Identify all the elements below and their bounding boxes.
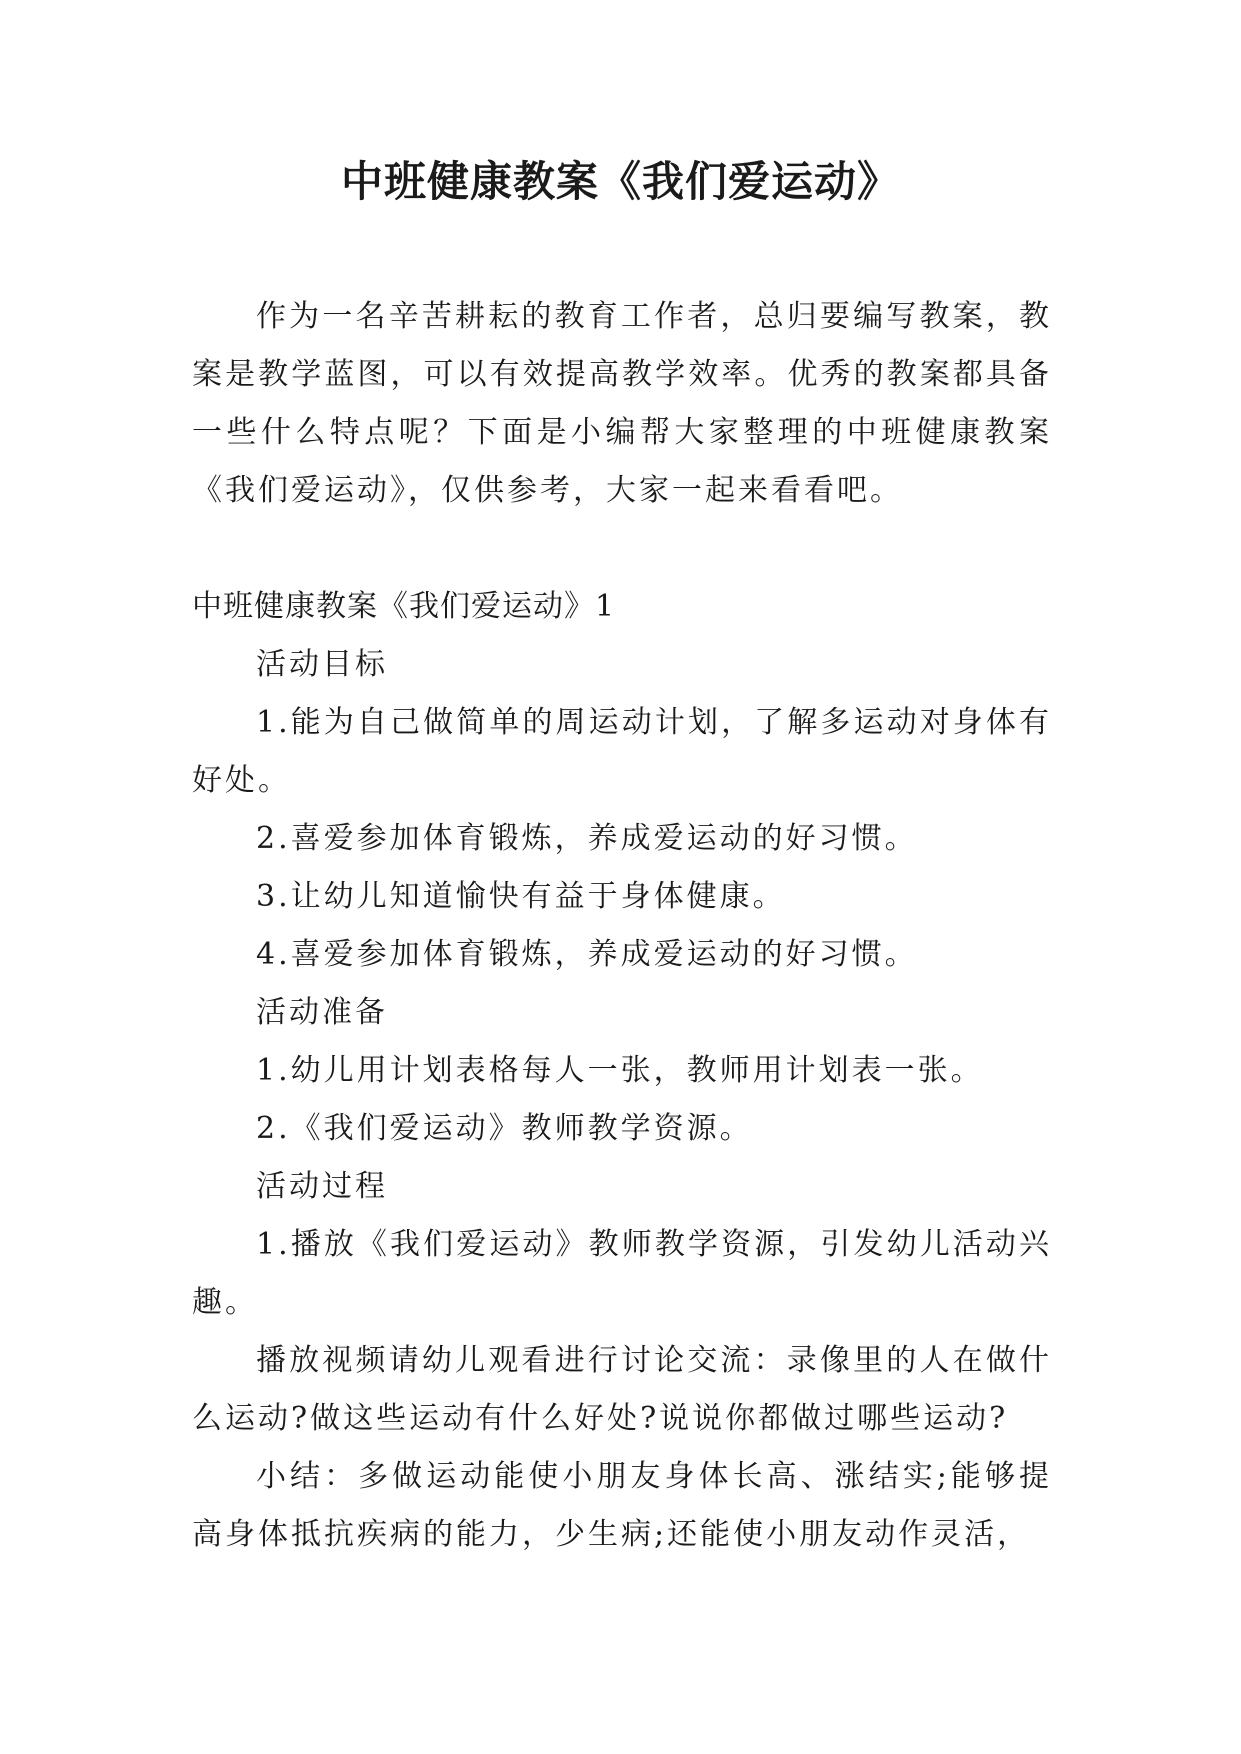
goal-item: 1.能为自己做简单的周运动计划，了解多运动对身体有好处。: [192, 705, 1052, 798]
goal-item: 3.让幼儿知道愉快有益于身体健康。: [256, 879, 786, 914]
process-item: 1.播放《我们爱运动》教师教学资源，引发幼儿活动兴趣。: [192, 1227, 1052, 1320]
document-title: 中班健康教案《我们爱运动》: [340, 157, 900, 206]
process-heading: 活动过程: [256, 1169, 388, 1204]
goals-heading: 活动目标: [256, 647, 388, 682]
process-item: 小结：多做运动能使小朋友身体长高、涨结实;能够提高身体抵抗疾病的能力，少生病;还能使小朋友动作灵活，: [192, 1459, 1052, 1552]
goal-item: 2.喜爱参加体育锻炼，养成爱运动的好习惯。: [256, 821, 918, 856]
document-body: [192, 288, 1052, 1564]
intro-paragraph: 作为一名辛苦耕耘的教育工作者，总归要编写教案，教案是教学蓝图，可以有效提高教学效率。优秀的教案都具备一些什么特点呢？下面是小编帮大家整理的中班健康教案《我们爱运动》，仅供参考，大家一起来看看吧。: [192, 299, 1052, 508]
prep-heading: 活动准备: [256, 995, 388, 1030]
goal-item: 4.喜爱参加体育锻炼，养成爱运动的好习惯。: [256, 937, 918, 972]
prep-item: 2.《我们爱运动》教师教学资源。: [256, 1111, 753, 1146]
section-title: 中班健康教案《我们爱运动》1: [192, 589, 616, 624]
prep-item: 1.幼儿用计划表格每人一张，教师用计划表一张。: [256, 1053, 984, 1088]
process-item: 播放视频请幼儿观看进行讨论交流：录像里的人在做什么运动?做这些运动有什么好处?说说你都做过哪些运动?: [192, 1343, 1052, 1436]
